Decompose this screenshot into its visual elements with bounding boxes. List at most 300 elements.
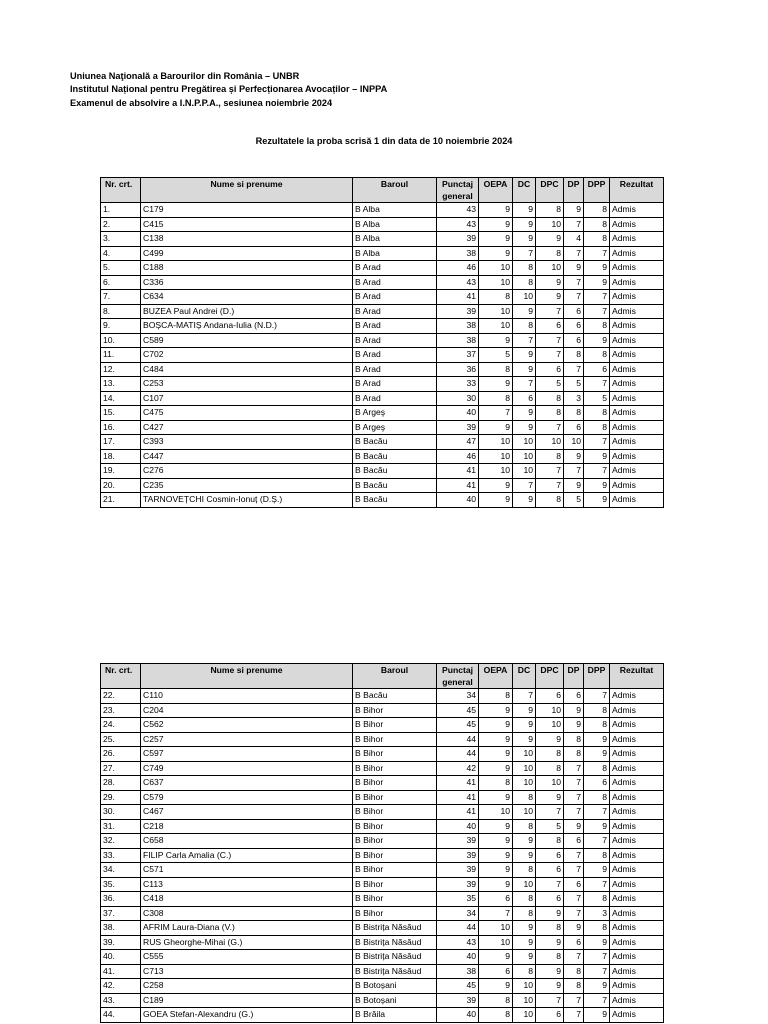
cell-dp: 7: [564, 848, 584, 863]
table-row: [101, 261, 664, 276]
cell-punctaj: 39: [437, 848, 479, 863]
cell-name: C113: [141, 877, 353, 892]
cell-barou: B Bihor: [353, 776, 437, 791]
cell-rezultat: Admis: [610, 232, 664, 247]
cell-name: BOȘCA-MATIȘ Andana-Iulia (N.D.): [141, 319, 353, 334]
cell-dpp: 9: [584, 819, 610, 834]
cell-dpc: 5: [536, 377, 564, 392]
cell-punctaj: 40: [437, 950, 479, 965]
cell-dpp: 9: [584, 979, 610, 994]
cell-oepa: 9: [479, 877, 513, 892]
cell-nr: 32.: [101, 834, 141, 849]
cell-punctaj: 46: [437, 261, 479, 276]
cell-name: C702: [141, 348, 353, 363]
cell-dc: 8: [513, 275, 536, 290]
cell-name: C634: [141, 290, 353, 305]
header-line-1: Uniunea Naţională a Barourilor din România – UNBR: [70, 71, 300, 81]
cell-dp: 6: [564, 877, 584, 892]
cell-oepa: 6: [479, 964, 513, 979]
cell-dc: 9: [513, 921, 536, 936]
cell-name: C415: [141, 217, 353, 232]
cell-punctaj: 35: [437, 892, 479, 907]
cell-rezultat: Admis: [610, 935, 664, 950]
cell-punctaj: 37: [437, 348, 479, 363]
cell-barou: B Bistrița Năsăud: [353, 935, 437, 950]
cell-punctaj: 42: [437, 761, 479, 776]
cell-nr: 34.: [101, 863, 141, 878]
cell-oepa: 10: [479, 435, 513, 450]
cell-dp: 7: [564, 892, 584, 907]
cell-dpc: 8: [536, 950, 564, 965]
cell-nr: 35.: [101, 877, 141, 892]
cell-dpc: 7: [536, 333, 564, 348]
cell-dpc: 9: [536, 906, 564, 921]
cell-barou: B Bihor: [353, 718, 437, 733]
table-row: [101, 377, 664, 392]
cell-rezultat: Admis: [610, 906, 664, 921]
cell-punctaj: 47: [437, 435, 479, 450]
cell-punctaj: 41: [437, 464, 479, 479]
cell-dc: 9: [513, 232, 536, 247]
cell-dc: 9: [513, 217, 536, 232]
cell-dc: 9: [513, 848, 536, 863]
header-punctaj-line2: general: [442, 191, 473, 201]
cell-punctaj: 41: [437, 805, 479, 820]
cell-dpc: 9: [536, 979, 564, 994]
cell-punctaj: 44: [437, 732, 479, 747]
cell-barou: B Bihor: [353, 747, 437, 762]
cell-dpp: 7: [584, 435, 610, 450]
cell-punctaj: 39: [437, 863, 479, 878]
cell-dpp: 7: [584, 834, 610, 849]
cell-barou: B Bistrița Năsăud: [353, 950, 437, 965]
cell-dpp: 9: [584, 493, 610, 508]
cell-dc: 8: [513, 906, 536, 921]
cell-barou: B Bihor: [353, 805, 437, 820]
cell-barou: B Arad: [353, 377, 437, 392]
cell-dp: 8: [564, 406, 584, 421]
cell-dp: 5: [564, 377, 584, 392]
cell-dpc: 8: [536, 449, 564, 464]
cell-dc: 10: [513, 449, 536, 464]
cell-dc: 7: [513, 246, 536, 261]
table-row: [101, 217, 664, 232]
cell-oepa: 9: [479, 232, 513, 247]
cell-name: C336: [141, 275, 353, 290]
cell-dpc: 6: [536, 1008, 564, 1023]
header-name: Nume si prenume: [141, 178, 353, 203]
cell-nr: 36.: [101, 892, 141, 907]
cell-name: C597: [141, 747, 353, 762]
cell-dp: 6: [564, 935, 584, 950]
cell-name: AFRIM Laura-Diana (V.): [141, 921, 353, 936]
cell-punctaj: 39: [437, 232, 479, 247]
cell-dp: 9: [564, 449, 584, 464]
cell-dp: 6: [564, 689, 584, 704]
cell-dpc: 6: [536, 848, 564, 863]
table-row: [101, 964, 664, 979]
cell-dp: 6: [564, 333, 584, 348]
cell-dp: 9: [564, 718, 584, 733]
cell-name: C258: [141, 979, 353, 994]
cell-dc: 9: [513, 703, 536, 718]
cell-oepa: 9: [479, 863, 513, 878]
cell-barou: B Arad: [353, 261, 437, 276]
cell-name: C393: [141, 435, 353, 450]
header-punctaj-line2: general: [442, 677, 473, 687]
cell-rezultat: Admis: [610, 290, 664, 305]
header-line-3: Examenul de absolvire a I.N.P.P.A., sesiunea noiembrie 2024: [70, 97, 333, 108]
cell-dpp: 8: [584, 420, 610, 435]
cell-dc: 7: [513, 333, 536, 348]
cell-rezultat: Admis: [610, 261, 664, 276]
header-dpc: DPC: [536, 178, 564, 203]
cell-name: C749: [141, 761, 353, 776]
cell-rezultat: Admis: [610, 761, 664, 776]
cell-oepa: 9: [479, 834, 513, 849]
cell-nr: 23.: [101, 703, 141, 718]
cell-name: C253: [141, 377, 353, 392]
cell-dpp: 7: [584, 377, 610, 392]
table-row: [101, 275, 664, 290]
cell-name: C276: [141, 464, 353, 479]
cell-oepa: 9: [479, 377, 513, 392]
cell-name: C218: [141, 819, 353, 834]
cell-dp: 8: [564, 747, 584, 762]
cell-nr: 29.: [101, 790, 141, 805]
cell-rezultat: Admis: [610, 362, 664, 377]
cell-dpp: 6: [584, 776, 610, 791]
cell-dpp: 8: [584, 790, 610, 805]
cell-barou: B Bacău: [353, 493, 437, 508]
cell-barou: B Arad: [353, 319, 437, 334]
cell-barou: B Bistrița Năsăud: [353, 964, 437, 979]
cell-dp: 7: [564, 246, 584, 261]
cell-dc: 8: [513, 964, 536, 979]
cell-oepa: 10: [479, 921, 513, 936]
cell-oepa: 9: [479, 703, 513, 718]
cell-oepa: 9: [479, 333, 513, 348]
cell-barou: B Bacău: [353, 478, 437, 493]
cell-punctaj: 34: [437, 689, 479, 704]
cell-name: C467: [141, 805, 353, 820]
table-row: [101, 776, 664, 791]
table-row: [101, 761, 664, 776]
cell-dp: 5: [564, 493, 584, 508]
cell-punctaj: 40: [437, 1008, 479, 1023]
cell-dpp: 8: [584, 232, 610, 247]
cell-name: C110: [141, 689, 353, 704]
cell-dp: 9: [564, 921, 584, 936]
cell-punctaj: 46: [437, 449, 479, 464]
results-table-2: [100, 663, 664, 1023]
cell-name: FILIP Carla Amalia (C.): [141, 848, 353, 863]
cell-dc: 7: [513, 478, 536, 493]
header-rezultat: Rezultat: [610, 178, 664, 203]
cell-barou: B Arad: [353, 304, 437, 319]
cell-rezultat: Admis: [610, 776, 664, 791]
cell-rezultat: Admis: [610, 790, 664, 805]
cell-punctaj: 44: [437, 921, 479, 936]
cell-punctaj: 41: [437, 776, 479, 791]
cell-dp: 8: [564, 732, 584, 747]
cell-rezultat: Admis: [610, 203, 664, 218]
cell-oepa: 8: [479, 993, 513, 1008]
table-row: [101, 877, 664, 892]
cell-nr: 42.: [101, 979, 141, 994]
cell-name: C235: [141, 478, 353, 493]
cell-dc: 10: [513, 805, 536, 820]
cell-dpc: 9: [536, 232, 564, 247]
cell-nr: 40.: [101, 950, 141, 965]
cell-nr: 3.: [101, 232, 141, 247]
cell-nr: 39.: [101, 935, 141, 950]
cell-dc: 9: [513, 362, 536, 377]
cell-dpc: 8: [536, 203, 564, 218]
cell-nr: 4.: [101, 246, 141, 261]
header-dpc: DPC: [536, 664, 564, 689]
header-dpp: DPP: [584, 664, 610, 689]
cell-dp: 7: [564, 1008, 584, 1023]
cell-name: C637: [141, 776, 353, 791]
table-row: [101, 203, 664, 218]
cell-dp: 8: [564, 964, 584, 979]
cell-dc: 8: [513, 319, 536, 334]
cell-name: C658: [141, 834, 353, 849]
cell-oepa: 9: [479, 217, 513, 232]
cell-nr: 9.: [101, 319, 141, 334]
cell-barou: B Argeş: [353, 420, 437, 435]
cell-barou: B Botoșani: [353, 993, 437, 1008]
cell-dp: 7: [564, 362, 584, 377]
cell-barou: B Bacău: [353, 689, 437, 704]
cell-punctaj: 39: [437, 877, 479, 892]
cell-name: C107: [141, 391, 353, 406]
cell-nr: 24.: [101, 718, 141, 733]
cell-dpp: 8: [584, 203, 610, 218]
cell-name: C475: [141, 406, 353, 421]
cell-name: C579: [141, 790, 353, 805]
cell-dpc: 7: [536, 420, 564, 435]
cell-rezultat: Admis: [610, 406, 664, 421]
table-row: [101, 478, 664, 493]
cell-dc: 9: [513, 304, 536, 319]
cell-dpp: 9: [584, 732, 610, 747]
cell-oepa: 6: [479, 892, 513, 907]
cell-dc: 9: [513, 348, 536, 363]
cell-oepa: 9: [479, 478, 513, 493]
cell-dc: 10: [513, 993, 536, 1008]
cell-dc: 9: [513, 493, 536, 508]
cell-oepa: 8: [479, 1008, 513, 1023]
cell-dc: 10: [513, 464, 536, 479]
cell-dpp: 9: [584, 478, 610, 493]
cell-dp: 7: [564, 290, 584, 305]
cell-dp: 3: [564, 391, 584, 406]
cell-dc: 10: [513, 877, 536, 892]
cell-rezultat: Admis: [610, 348, 664, 363]
cell-punctaj: 45: [437, 979, 479, 994]
cell-name: BUZEA Paul Andrei (D.): [141, 304, 353, 319]
cell-nr: 14.: [101, 391, 141, 406]
cell-dp: 7: [564, 761, 584, 776]
cell-name: C589: [141, 333, 353, 348]
cell-punctaj: 40: [437, 819, 479, 834]
cell-oepa: 5: [479, 348, 513, 363]
table-row: [101, 420, 664, 435]
cell-dpc: 9: [536, 790, 564, 805]
cell-dc: 8: [513, 790, 536, 805]
cell-nr: 1.: [101, 203, 141, 218]
cell-barou: B Argeş: [353, 406, 437, 421]
cell-name: GOEA Stefan-Alexandru (G.): [141, 1008, 353, 1023]
cell-dpc: 9: [536, 275, 564, 290]
table-row: [101, 993, 664, 1008]
cell-barou: B Alba: [353, 217, 437, 232]
cell-dp: 6: [564, 319, 584, 334]
cell-nr: 16.: [101, 420, 141, 435]
document-header: [70, 70, 387, 110]
cell-dp: 6: [564, 420, 584, 435]
cell-dc: 7: [513, 377, 536, 392]
cell-name: C188: [141, 261, 353, 276]
cell-dpc: 7: [536, 993, 564, 1008]
cell-dpp: 7: [584, 304, 610, 319]
cell-nr: 21.: [101, 493, 141, 508]
cell-dpc: 6: [536, 319, 564, 334]
header-name: Nume si prenume: [141, 664, 353, 689]
cell-rezultat: Admis: [610, 703, 664, 718]
cell-dc: 10: [513, 979, 536, 994]
cell-dpc: 8: [536, 747, 564, 762]
cell-dpp: 7: [584, 877, 610, 892]
cell-dp: 9: [564, 478, 584, 493]
cell-name: C571: [141, 863, 353, 878]
table-row: [101, 232, 664, 247]
cell-barou: B Botoșani: [353, 979, 437, 994]
cell-rezultat: Admis: [610, 420, 664, 435]
cell-nr: 28.: [101, 776, 141, 791]
header-dc: DC: [513, 664, 536, 689]
cell-dc: 9: [513, 718, 536, 733]
cell-punctaj: 45: [437, 718, 479, 733]
cell-dp: 7: [564, 950, 584, 965]
cell-barou: B Bihor: [353, 790, 437, 805]
cell-name: C418: [141, 892, 353, 907]
cell-rezultat: Admis: [610, 246, 664, 261]
cell-rezultat: Admis: [610, 964, 664, 979]
cell-rezultat: Admis: [610, 319, 664, 334]
table-row: [101, 892, 664, 907]
cell-dpp: 7: [584, 993, 610, 1008]
cell-punctaj: 39: [437, 993, 479, 1008]
cell-dpp: 9: [584, 1008, 610, 1023]
cell-name: C427: [141, 420, 353, 435]
cell-barou: B Bihor: [353, 906, 437, 921]
cell-name: TARNOVEȚCHI Cosmin-Ionuț (D.Ș.): [141, 493, 353, 508]
cell-dpc: 6: [536, 863, 564, 878]
cell-dp: 7: [564, 217, 584, 232]
cell-name: C499: [141, 246, 353, 261]
cell-dpc: 9: [536, 935, 564, 950]
cell-dpp: 8: [584, 848, 610, 863]
cell-oepa: 9: [479, 203, 513, 218]
cell-rezultat: Admis: [610, 478, 664, 493]
cell-dc: 8: [513, 863, 536, 878]
cell-punctaj: 38: [437, 964, 479, 979]
table-row: [101, 950, 664, 965]
cell-rezultat: Admis: [610, 848, 664, 863]
cell-punctaj: 34: [437, 906, 479, 921]
header-punctaj-line1: Punctaj: [441, 179, 474, 189]
cell-dc: 10: [513, 776, 536, 791]
table-row: [101, 732, 664, 747]
cell-dc: 9: [513, 406, 536, 421]
cell-punctaj: 36: [437, 362, 479, 377]
cell-punctaj: 38: [437, 319, 479, 334]
cell-oepa: 9: [479, 790, 513, 805]
results-title: Rezultatele la proba scrisă 1 din data de 10 noiembrie 2024: [255, 136, 513, 146]
cell-dp: 8: [564, 979, 584, 994]
cell-punctaj: 45: [437, 703, 479, 718]
table-body: [101, 203, 664, 508]
cell-barou: B Bistrița Năsăud: [353, 921, 437, 936]
cell-barou: B Bihor: [353, 892, 437, 907]
cell-barou: B Arad: [353, 348, 437, 363]
cell-dp: 7: [564, 464, 584, 479]
cell-name: C257: [141, 732, 353, 747]
cell-rezultat: Admis: [610, 834, 664, 849]
header-punctaj: [437, 664, 479, 689]
cell-punctaj: 43: [437, 203, 479, 218]
table-row: [101, 819, 664, 834]
cell-oepa: 9: [479, 848, 513, 863]
cell-oepa: 9: [479, 747, 513, 762]
cell-barou: B Bacău: [353, 464, 437, 479]
cell-nr: 19.: [101, 464, 141, 479]
cell-punctaj: 39: [437, 304, 479, 319]
cell-nr: 37.: [101, 906, 141, 921]
cell-dc: 9: [513, 420, 536, 435]
cell-dpp: 8: [584, 761, 610, 776]
cell-rezultat: Admis: [610, 950, 664, 965]
cell-name: C555: [141, 950, 353, 965]
table-row: [101, 333, 664, 348]
header-oepa: OEPA: [479, 178, 513, 203]
table-row: [101, 246, 664, 261]
cell-oepa: 9: [479, 761, 513, 776]
cell-punctaj: 41: [437, 478, 479, 493]
cell-dpp: 9: [584, 261, 610, 276]
cell-nr: 31.: [101, 819, 141, 834]
cell-punctaj: 38: [437, 246, 479, 261]
cell-rezultat: Admis: [610, 747, 664, 762]
cell-nr: 27.: [101, 761, 141, 776]
table-row: [101, 935, 664, 950]
cell-dpc: 10: [536, 435, 564, 450]
cell-dpp: 7: [584, 964, 610, 979]
header-dc: DC: [513, 178, 536, 203]
cell-nr: 26.: [101, 747, 141, 762]
cell-barou: B Brăila: [353, 1008, 437, 1023]
header-nr-crt: Nr. crt.: [101, 664, 141, 689]
cell-dpc: 8: [536, 921, 564, 936]
table-body: [101, 689, 664, 1023]
cell-oepa: 9: [479, 718, 513, 733]
cell-dpc: 6: [536, 892, 564, 907]
table-header-row: [101, 178, 664, 203]
cell-dpp: 9: [584, 275, 610, 290]
